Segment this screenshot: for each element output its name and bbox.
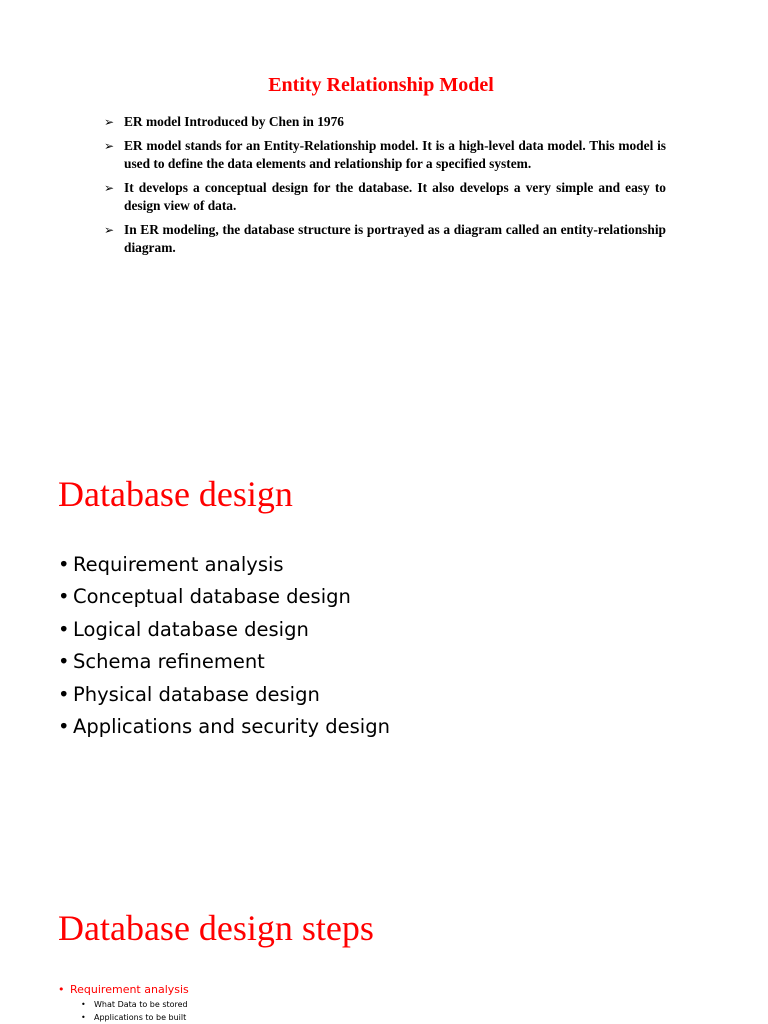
- list-item-text: Schema refinement: [73, 650, 265, 674]
- bullet-dot-icon: •: [81, 1013, 86, 1022]
- list-item-text: It develops a conceptual design for the database. It also develops a very simple and easy to design view of data.: [124, 179, 666, 213]
- bullet-dot-icon: •: [58, 650, 70, 674]
- bullet-list: [104, 113, 666, 263]
- bullet-dot-icon: •: [58, 585, 70, 609]
- slide-title: Database design steps: [58, 908, 374, 948]
- list-item: [58, 581, 390, 613]
- bullet-dot-icon: •: [58, 553, 70, 576]
- sub-list-item-text: Applications to be built: [94, 1013, 187, 1022]
- list-item: [58, 679, 390, 711]
- bullet-dot-icon: •: [58, 715, 70, 739]
- list-item: [58, 614, 390, 646]
- bullet-list: [58, 982, 189, 1024]
- list-item-text: ER model Introduced by Chen in 1976: [124, 114, 344, 129]
- bullet-dot-icon: •: [81, 1000, 86, 1009]
- list-item-text: In ER modeling, the database structure is portrayed as a diagram called an entity-relationship diagram.: [124, 221, 666, 255]
- bullet-dot-icon: •: [58, 617, 70, 641]
- arrow-bullet-icon: ➢: [104, 222, 115, 237]
- list-item: [104, 137, 666, 174]
- list-item-text: Logical database design: [73, 617, 309, 641]
- list-item: [104, 221, 666, 258]
- slide-title: Database design: [58, 474, 293, 514]
- bullet-dot-icon: •: [58, 983, 65, 996]
- bullet-list: [58, 549, 390, 743]
- list-item-text: ER model stands for an Entity-Relationship model. It is a high-level data model. This model is used to define the data elements and relationship for a specified system.: [124, 137, 666, 171]
- list-item: [58, 982, 189, 1024]
- list-item: [104, 113, 666, 132]
- list-item-text: Applications and security design: [73, 715, 390, 739]
- list-item: [104, 179, 666, 216]
- list-item-text: Physical database design: [73, 682, 320, 706]
- sub-bullet-list: [70, 998, 189, 1024]
- sub-list-item: [70, 998, 189, 1011]
- arrow-bullet-icon: ➢: [104, 180, 115, 195]
- list-item-text: Requirement analysis: [70, 983, 189, 996]
- bullet-dot-icon: •: [58, 682, 70, 706]
- list-item: [58, 646, 390, 678]
- arrow-bullet-icon: ➢: [104, 115, 115, 129]
- list-item: [58, 549, 390, 581]
- list-item-text: Conceptual database design: [73, 585, 351, 609]
- list-item-text: Requirement analysis: [73, 553, 284, 576]
- list-item: [58, 711, 390, 743]
- sub-list-item-text: What Data to be stored: [94, 1000, 188, 1009]
- arrow-bullet-icon: ➢: [104, 138, 115, 153]
- sub-list-item: [70, 1011, 189, 1024]
- slide-title: Entity Relationship Model: [268, 74, 494, 96]
